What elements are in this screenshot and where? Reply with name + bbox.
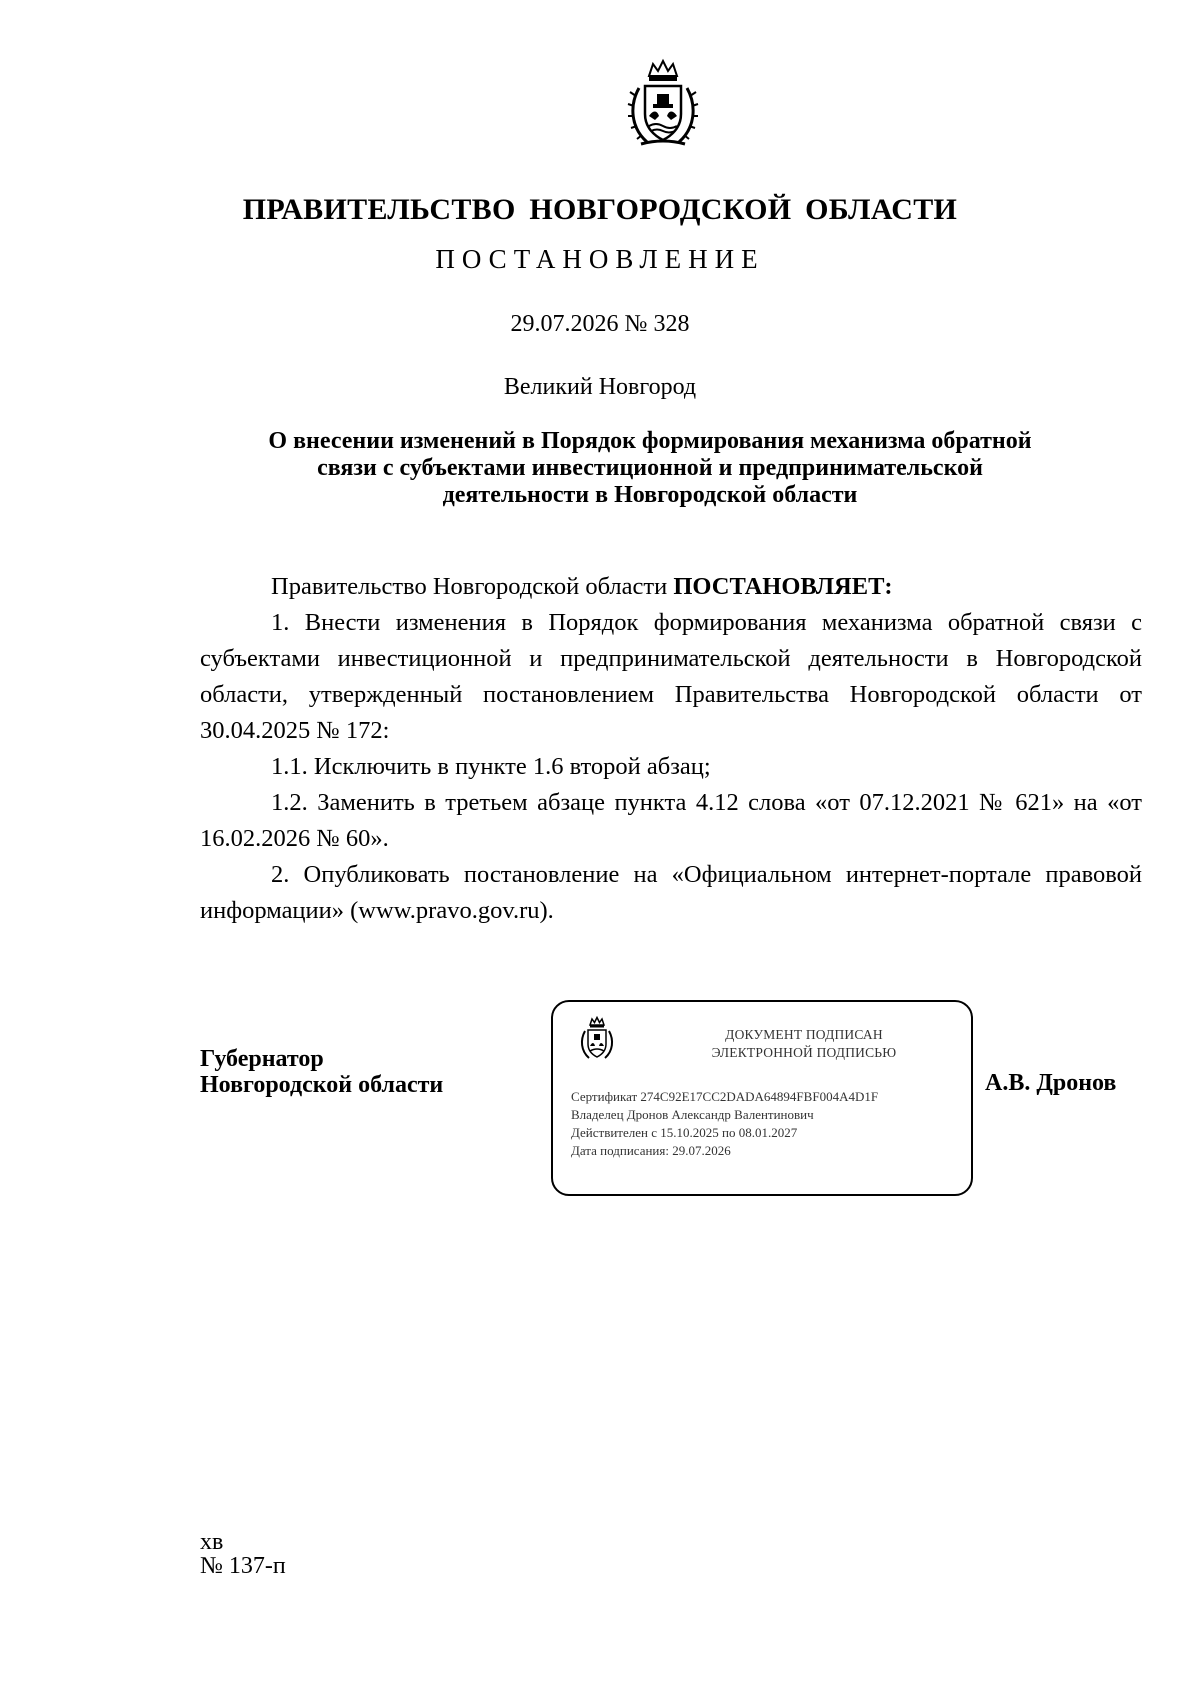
document-type: ПОСТАНОВЛЕНИЕ	[435, 244, 765, 274]
subject-line-3: деятельности в Новгородской области	[442, 482, 858, 508]
stamp-coat-of-arms-icon	[579, 1016, 615, 1062]
signer-position-line-1: Губернатор	[200, 1046, 324, 1072]
electronic-signature-stamp	[551, 1000, 973, 1196]
coat-of-arms-icon	[627, 58, 699, 150]
stamp-certificate: Сертификат 274C92E17CC2DADA64894FBF004A4D1F	[571, 1089, 879, 1104]
government-title: ПРАВИТЕЛЬСТВО НОВГОРОДСКОЙ ОБЛАСТИ	[242, 193, 958, 226]
preamble-decree: ПОСТАНОВЛЯЕТ:	[673, 573, 893, 600]
paragraph-1: 1. Внести изменения в Порядок формирования механизма обратной связи с субъектами инвестиционной и предпринимательской деятельности в Новгородской области, утвержденный постановлением Правительства Новгородской области от 30.04.2025 № 172:	[200, 609, 1142, 744]
paragraph-2: 2. Опубликовать постановление на «Официальном интернет-портале правовой информации» (www.pravo.gov.ru).	[200, 861, 1142, 924]
paragraph-1-1: 1.1. Исключить в пункте 1.6 второй абзац;	[271, 753, 711, 780]
document-city: Великий Новгород	[503, 374, 697, 400]
document-date-number: 29.07.2026 № 328	[510, 311, 690, 337]
preamble	[200, 569, 1142, 605]
signer-position	[200, 1046, 443, 1098]
stamp-owner: Владелец Дронов Александр Валентинович	[571, 1107, 814, 1122]
subject-line-2: связи с субъектами инвестиционной и предпринимательской	[317, 455, 983, 481]
document-body	[200, 569, 1142, 929]
subject-line-1: О внесении изменений в Порядок формирования механизма обратной	[268, 428, 1032, 454]
footer	[200, 1530, 286, 1578]
footer-reg-number: № 137-п	[200, 1553, 286, 1579]
signer-name: А.В. Дронов	[985, 1070, 1117, 1096]
stamp-signed-date: Дата подписания: 29.07.2026	[571, 1143, 731, 1158]
stamp-title-line-2: ЭЛЕКТРОННОЙ ПОДПИСЬЮ	[711, 1045, 897, 1060]
stamp-details	[571, 1088, 878, 1160]
stamp-title-line-1: ДОКУМЕНТ ПОДПИСАН	[725, 1027, 883, 1042]
signer-position-line-2: Новгородской области	[200, 1072, 444, 1098]
preamble-text: Правительство Новгородской области	[271, 573, 674, 600]
footer-initials: хв	[200, 1529, 224, 1555]
stamp-validity: Действителен с 15.10.2025 по 08.01.2027	[571, 1125, 798, 1140]
document-subject	[200, 428, 1100, 509]
stamp-title	[673, 1026, 935, 1062]
paragraph-1-2: 1.2. Заменить в третьем абзаце пункта 4.12 слова «от 07.12.2021 № 621» на «от 16.02.2026 № 60».	[200, 789, 1142, 852]
